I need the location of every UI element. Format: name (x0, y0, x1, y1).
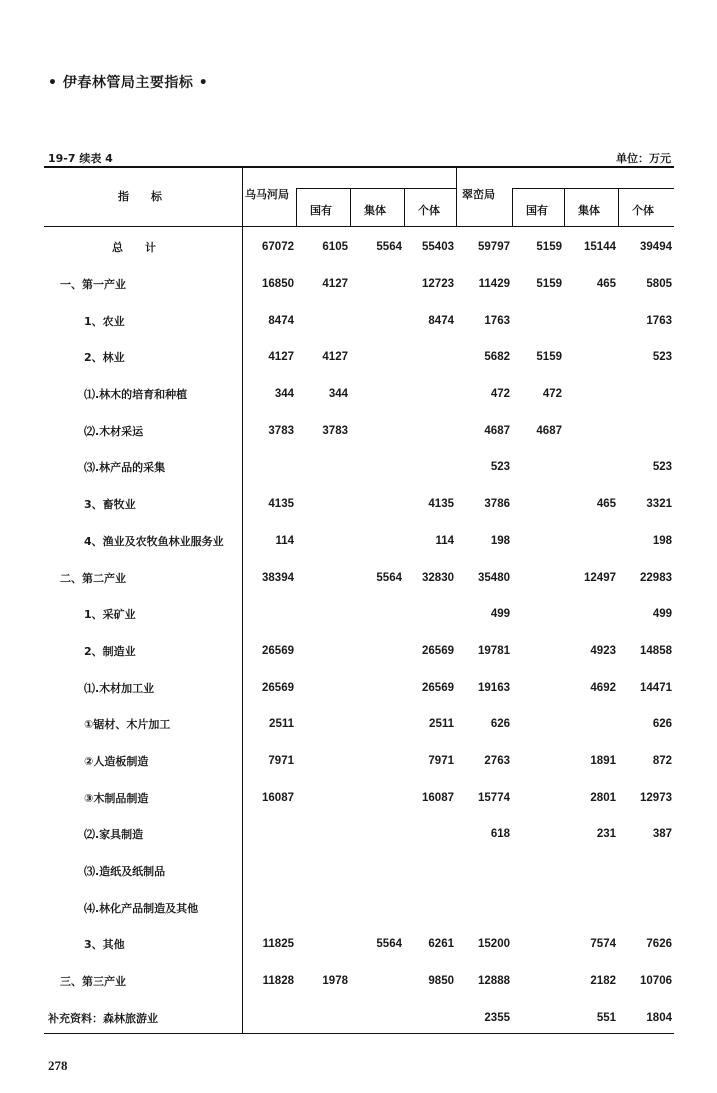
cell-value (404, 596, 456, 633)
cell-value (350, 339, 404, 376)
table-row (44, 339, 674, 376)
cell-value: 1891 (590, 754, 616, 767)
cell-value (242, 449, 296, 486)
cell-value (296, 633, 350, 670)
cell-value: 8474 (428, 314, 454, 327)
cell-value (296, 669, 350, 706)
cell-value: 1763 (646, 314, 672, 327)
cell-value (404, 853, 456, 890)
cell-value (350, 302, 404, 339)
indicator-table (44, 229, 674, 1036)
row-label: ⑴.木材加工业 (84, 681, 155, 695)
table-row (44, 706, 674, 743)
table-row (44, 853, 674, 890)
row-label: 3、畜牧业 (84, 498, 136, 512)
row-label: 一、第一产业 (60, 278, 126, 292)
cell-value (350, 523, 404, 560)
cell-value (564, 853, 618, 890)
cuiluan-divider-2 (564, 188, 565, 226)
cell-value (296, 559, 350, 596)
cell-value (564, 889, 618, 926)
cell-value: 4127 (322, 278, 348, 291)
cell-value (242, 596, 296, 633)
cell-value: 626 (490, 718, 510, 731)
table-row (44, 669, 674, 706)
cell-value (564, 302, 618, 339)
cell-value: 344 (274, 388, 294, 401)
cell-value: 7574 (590, 938, 616, 951)
unit-label: 单位：万元 (616, 152, 671, 165)
header-wumahe-individual: 个体 (418, 204, 440, 217)
cell-value (296, 449, 350, 486)
cell-value: 5159 (536, 351, 562, 364)
header-cuiluan-individual: 个体 (632, 204, 654, 217)
row-label: ⑶.林产品的采集 (84, 461, 166, 475)
cell-value (456, 889, 512, 926)
cuiluan-subheader-top (512, 188, 674, 189)
table-row (44, 743, 674, 780)
group-divider (456, 166, 457, 226)
table-row (44, 412, 674, 449)
cell-value: 16087 (422, 791, 454, 804)
row-label: ⑷.林化产品制造及其他 (84, 901, 199, 915)
cell-value: 344 (328, 388, 348, 401)
row-label: ⑴.林木的培育和种植 (84, 388, 188, 402)
cell-value (512, 449, 564, 486)
table-row (44, 779, 674, 816)
cell-value: 472 (490, 388, 510, 401)
table-row (44, 302, 674, 339)
row-label: ①锯材、木片加工 (84, 718, 171, 732)
cell-value: 1978 (322, 975, 348, 988)
cell-value (512, 963, 564, 1000)
cell-value (350, 963, 404, 1000)
cell-value: 472 (542, 388, 562, 401)
cell-value: 2511 (429, 718, 454, 731)
cell-value: 67072 (262, 241, 294, 254)
cell-value: 523 (652, 461, 672, 474)
cell-value (242, 816, 296, 853)
cell-value: 4127 (268, 351, 294, 364)
cell-value: 26569 (422, 644, 454, 657)
row-label: ⑵.家具制造 (84, 828, 144, 842)
cell-value (296, 486, 350, 523)
cell-value: 2511 (269, 718, 294, 731)
cell-value: 551 (596, 1011, 616, 1024)
cell-value: 114 (435, 534, 454, 547)
cell-value: 1804 (646, 1011, 672, 1024)
cell-value (296, 523, 350, 560)
cell-value (512, 523, 564, 560)
table-row (44, 266, 674, 303)
cell-value: 15774 (478, 791, 510, 804)
cell-value (350, 853, 404, 890)
cell-value: 7971 (268, 754, 294, 767)
cell-value (512, 559, 564, 596)
cell-value: 19781 (478, 644, 510, 657)
cell-value: 4692 (590, 681, 616, 694)
cell-value: 5564 (376, 571, 402, 584)
row-label: 补充资料：森林旅游业 (48, 1011, 158, 1025)
cell-value: 32830 (422, 571, 454, 584)
cell-value (564, 376, 618, 413)
cell-value (404, 412, 456, 449)
cell-value: 198 (490, 534, 510, 547)
cell-value: 26569 (262, 644, 294, 657)
cell-value (512, 486, 564, 523)
cell-value (512, 743, 564, 780)
cell-value (564, 339, 618, 376)
cell-value: 618 (490, 828, 510, 841)
cell-value: 4135 (428, 498, 454, 511)
cell-value: 9850 (428, 975, 454, 988)
cell-value: 523 (490, 461, 510, 474)
cell-value (350, 999, 404, 1036)
cell-value (350, 816, 404, 853)
header-indicator: 指 标 (118, 190, 162, 203)
cell-value (350, 706, 404, 743)
cell-value: 10706 (640, 975, 672, 988)
cell-value: 114 (275, 534, 294, 547)
cell-value (242, 853, 296, 890)
cell-value: 387 (652, 828, 672, 841)
cell-value: 465 (596, 498, 616, 511)
cell-value: 14471 (640, 681, 672, 694)
cell-value: 16850 (262, 278, 294, 291)
cell-value: 26569 (262, 681, 294, 694)
wumahe-divider-2 (350, 188, 351, 226)
row-label: ③木制品制造 (84, 791, 149, 805)
cell-value (512, 853, 564, 890)
cell-value: 15144 (584, 241, 616, 254)
cell-value (512, 706, 564, 743)
cell-value: 6261 (428, 938, 454, 951)
cell-value: 5805 (646, 278, 672, 291)
cell-value (404, 449, 456, 486)
header-wumahe-collective: 集体 (364, 204, 386, 217)
table-row (44, 523, 674, 560)
cell-value: 8474 (268, 314, 294, 327)
cell-value: 626 (652, 718, 672, 731)
cell-value: 4687 (536, 424, 562, 437)
cell-value (564, 449, 618, 486)
cell-value (296, 999, 350, 1036)
cell-value (512, 302, 564, 339)
cell-value: 2182 (590, 975, 616, 988)
cell-value: 12723 (422, 278, 454, 291)
cell-value: 12497 (584, 571, 616, 584)
cell-value: 4923 (590, 644, 616, 657)
table-top-rule (44, 166, 674, 168)
cell-value: 6105 (322, 241, 348, 254)
row-label: 三、第三产业 (60, 975, 126, 989)
page-number: 278 (48, 1058, 68, 1073)
cell-value: 4687 (484, 424, 510, 437)
wumahe-divider-3 (404, 188, 405, 226)
cell-value: 38394 (262, 571, 294, 584)
cell-value: 16087 (262, 791, 294, 804)
cell-value: 14858 (640, 644, 672, 657)
cell-value (512, 779, 564, 816)
cell-value (350, 743, 404, 780)
cell-value: 2355 (484, 1011, 510, 1024)
cell-value (350, 889, 404, 926)
header-cuiluan: 翠峦局 (462, 188, 495, 201)
table-row (44, 559, 674, 596)
cell-value: 26569 (422, 681, 454, 694)
cell-value (296, 302, 350, 339)
cell-value (296, 889, 350, 926)
cell-value (350, 596, 404, 633)
cell-value: 198 (652, 534, 672, 547)
cell-value (350, 779, 404, 816)
cell-value (404, 376, 456, 413)
header-cuiluan-state: 国有 (526, 204, 548, 217)
cell-value (296, 816, 350, 853)
row-label: 1、采矿业 (84, 608, 136, 622)
header-bottom-rule (44, 226, 674, 227)
cell-value (296, 596, 350, 633)
cell-value (350, 449, 404, 486)
wumahe-subheader-left (296, 188, 297, 226)
cell-value (512, 669, 564, 706)
cell-value: 2801 (590, 791, 616, 804)
cuiluan-subheader-left (512, 188, 513, 226)
cell-value: 39494 (640, 241, 672, 254)
cell-value: 5564 (376, 241, 402, 254)
cell-value: 1763 (484, 314, 510, 327)
cell-value: 5159 (536, 241, 562, 254)
table-row (44, 596, 674, 633)
row-label: 2、制造业 (84, 644, 136, 658)
cell-value (404, 999, 456, 1036)
cell-value: 523 (652, 351, 672, 364)
cell-value: 7626 (646, 938, 672, 951)
cell-value (350, 669, 404, 706)
cell-value (618, 889, 674, 926)
cell-value: 59797 (478, 241, 510, 254)
cell-value: 5159 (536, 278, 562, 291)
row-label: 4、渔业及农牧鱼林业服务业 (84, 534, 224, 548)
cell-value (618, 853, 674, 890)
cell-value (512, 999, 564, 1036)
table-row (44, 633, 674, 670)
table-row (44, 926, 674, 963)
table-row (44, 963, 674, 1000)
cell-value (242, 999, 296, 1036)
cell-value (350, 266, 404, 303)
table-row (44, 889, 674, 926)
cell-value: 11429 (478, 278, 510, 291)
cell-value (350, 633, 404, 670)
cell-value: 499 (652, 608, 672, 621)
row-label: 1、农业 (84, 314, 125, 328)
cell-value (618, 412, 674, 449)
cell-value (404, 889, 456, 926)
cell-value (350, 412, 404, 449)
cell-value (512, 889, 564, 926)
header-cuiluan-collective: 集体 (578, 204, 600, 217)
table-row (44, 229, 674, 266)
header-wumahe-state: 国有 (310, 204, 332, 217)
header-wumahe: 乌马河局 (245, 188, 289, 201)
cell-value (350, 376, 404, 413)
cell-value: 12973 (640, 791, 672, 804)
row-label: 总 计 (112, 241, 156, 255)
cell-value: 465 (596, 278, 616, 291)
cell-value (618, 376, 674, 413)
cell-value (564, 706, 618, 743)
cell-value (350, 486, 404, 523)
table-row (44, 376, 674, 413)
cell-value: 22983 (640, 571, 672, 584)
cell-value (564, 412, 618, 449)
cell-value: 231 (596, 828, 616, 841)
cell-value: 3321 (646, 498, 672, 511)
cell-value: 55403 (422, 241, 454, 254)
cell-value: 3786 (484, 498, 510, 511)
cell-value: 15200 (478, 938, 510, 951)
cell-value: 499 (490, 608, 510, 621)
row-label: 二、第二产业 (60, 571, 126, 585)
row-label: ⑶.造纸及纸制品 (84, 865, 166, 879)
cell-value (512, 596, 564, 633)
cell-value (296, 779, 350, 816)
cell-value (404, 816, 456, 853)
cell-value (456, 853, 512, 890)
cell-value (512, 926, 564, 963)
cell-value (296, 926, 350, 963)
cell-value: 4127 (322, 351, 348, 364)
cell-value: 2763 (484, 754, 510, 767)
table-row (44, 999, 674, 1036)
row-label: ②人造板制造 (84, 754, 149, 768)
cell-value: 5682 (484, 351, 510, 364)
cell-value: 872 (652, 754, 672, 767)
table-row (44, 486, 674, 523)
cell-value (296, 853, 350, 890)
row-label: ⑵.木材采运 (84, 424, 144, 438)
cell-value (242, 889, 296, 926)
cell-value (404, 339, 456, 376)
wumahe-subheader-top (296, 188, 456, 189)
table-row (44, 816, 674, 853)
cell-value (296, 706, 350, 743)
cell-value: 4135 (268, 498, 294, 511)
cell-value: 11825 (262, 938, 294, 951)
page-header-title: • 伊春林管局主要指标 • (48, 75, 209, 91)
cell-value: 3783 (268, 424, 294, 437)
cell-value: 35480 (478, 571, 510, 584)
cell-value (564, 596, 618, 633)
cell-value (512, 816, 564, 853)
row-label: 2、林业 (84, 351, 125, 365)
table-row (44, 449, 674, 486)
cell-value (564, 523, 618, 560)
cell-value: 5564 (376, 938, 402, 951)
cell-value (512, 633, 564, 670)
cell-value: 3783 (322, 424, 348, 437)
cell-value: 19163 (478, 681, 510, 694)
cell-value (296, 743, 350, 780)
row-label: 3、其他 (84, 938, 125, 952)
cell-value: 11828 (262, 975, 294, 988)
cell-value: 7971 (428, 754, 454, 767)
cuiluan-divider-3 (618, 188, 619, 226)
cell-value: 12888 (478, 975, 510, 988)
table-number: 19-7 续表 4 (48, 152, 113, 165)
